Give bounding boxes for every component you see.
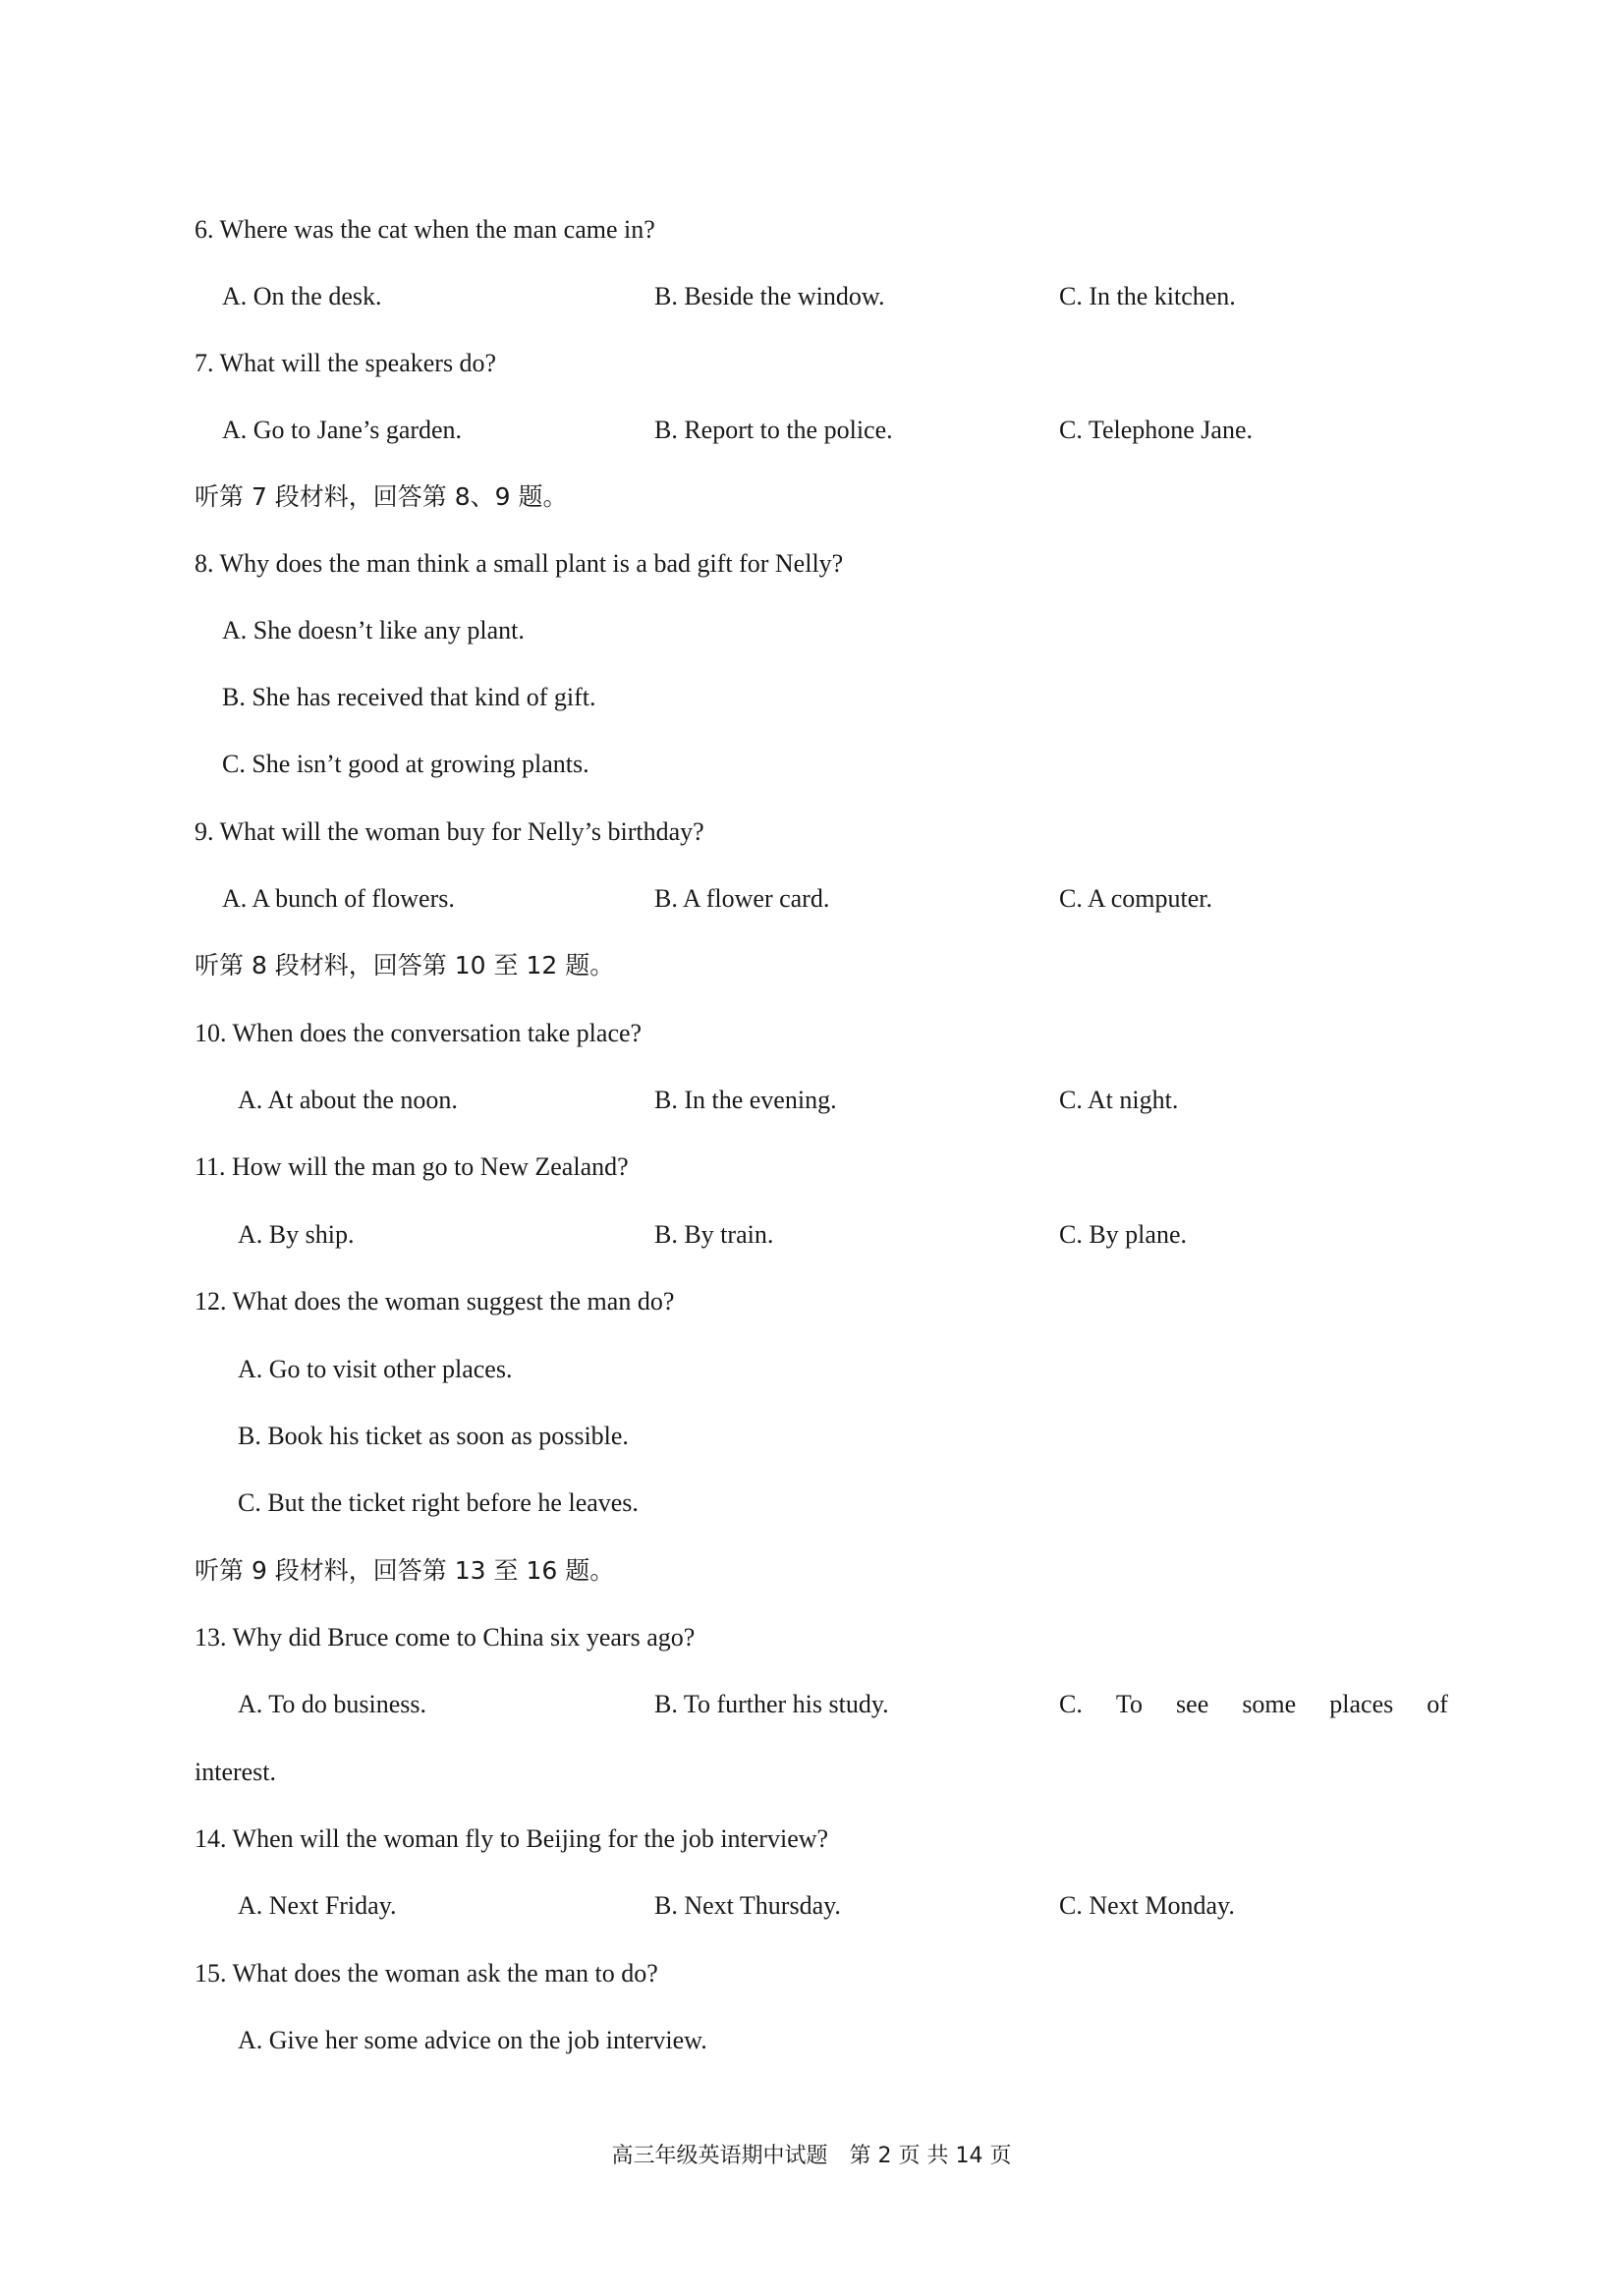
question-13: 13. Why did Bruce come to China six years ago? xyxy=(195,1623,696,1652)
q13-option-c-word: places xyxy=(1329,1690,1394,1718)
q10-option-c: C. At night. xyxy=(1059,1086,1179,1114)
q13-option-c xyxy=(1059,1688,1448,1721)
question-8: 8. Why does the man think a small plant is a bad gift for Nelly? xyxy=(195,549,844,578)
q11-option-b: B. By train. xyxy=(654,1220,774,1249)
q14-option-c: C. Next Monday. xyxy=(1059,1891,1235,1920)
q13-option-b: B. To further his study. xyxy=(654,1690,889,1718)
q9-option-c: C. A computer. xyxy=(1059,884,1212,913)
q6-option-a: A. On the desk. xyxy=(222,282,382,310)
q10-option-a: A. At about the noon. xyxy=(238,1086,458,1114)
q6-option-c: C. In the kitchen. xyxy=(1059,282,1236,310)
q13-option-c-word: of xyxy=(1427,1690,1448,1718)
q13-option-c-continuation: interest. xyxy=(195,1758,277,1786)
q9-option-b: B. A flower card. xyxy=(654,884,830,913)
q14-option-a: A. Next Friday. xyxy=(238,1891,397,1920)
q13-option-a: A. To do business. xyxy=(238,1690,426,1718)
q8-option-a: A. She doesn’t like any plant. xyxy=(222,616,525,644)
q7-option-b: B. Report to the police. xyxy=(654,416,893,444)
question-7: 7. What will the speakers do? xyxy=(195,349,497,377)
q10-option-b: B. In the evening. xyxy=(654,1086,837,1114)
question-9: 9. What will the woman buy for Nelly’s birthday? xyxy=(195,817,704,846)
q12-option-c: C. But the ticket right before he leaves. xyxy=(238,1488,639,1517)
q12-option-a: A. Go to visit other places. xyxy=(238,1355,513,1383)
q13-option-c-word: see xyxy=(1176,1690,1209,1718)
q13-option-c-word: some xyxy=(1242,1690,1297,1718)
section-header-7: 听第 7 段材料，回答第 8、9 题。 xyxy=(195,482,568,511)
q13-option-c-word: To xyxy=(1115,1690,1143,1718)
question-12: 12. What does the woman suggest the man do? xyxy=(195,1287,675,1316)
q8-option-b: B. She has received that kind of gift. xyxy=(222,683,596,711)
question-6: 6. Where was the cat when the man came in? xyxy=(195,215,655,244)
q15-option-a: A. Give her some advice on the job interview. xyxy=(238,2026,707,2054)
question-10: 10. When does the conversation take place? xyxy=(195,1019,643,1047)
page-footer: 高三年级英语期中试题 第 2 页 共 14 页 xyxy=(611,2144,1012,2168)
question-14: 14. When will the woman fly to Beijing for the job interview? xyxy=(195,1824,829,1853)
section-header-9: 听第 9 段材料，回答第 13 至 16 题。 xyxy=(195,1556,615,1585)
question-11: 11. How will the man go to New Zealand? xyxy=(195,1152,629,1181)
q11-option-a: A. By ship. xyxy=(238,1220,355,1249)
question-15: 15. What does the woman ask the man to do? xyxy=(195,1959,658,1988)
section-header-8: 听第 8 段材料，回答第 10 至 12 题。 xyxy=(195,951,615,980)
q13-option-c-word: C. xyxy=(1059,1690,1083,1718)
q7-option-a: A. Go to Jane’s garden. xyxy=(222,416,463,444)
q7-option-c: C. Telephone Jane. xyxy=(1059,416,1253,444)
q14-option-b: B. Next Thursday. xyxy=(654,1891,841,1920)
q6-option-b: B. Beside the window. xyxy=(654,282,885,310)
q8-option-c: C. She isn’t good at growing plants. xyxy=(222,750,589,778)
q11-option-c: C. By plane. xyxy=(1059,1220,1187,1249)
q9-option-a: A. A bunch of flowers. xyxy=(222,884,455,913)
q12-option-b: B. Book his ticket as soon as possible. xyxy=(238,1422,629,1450)
